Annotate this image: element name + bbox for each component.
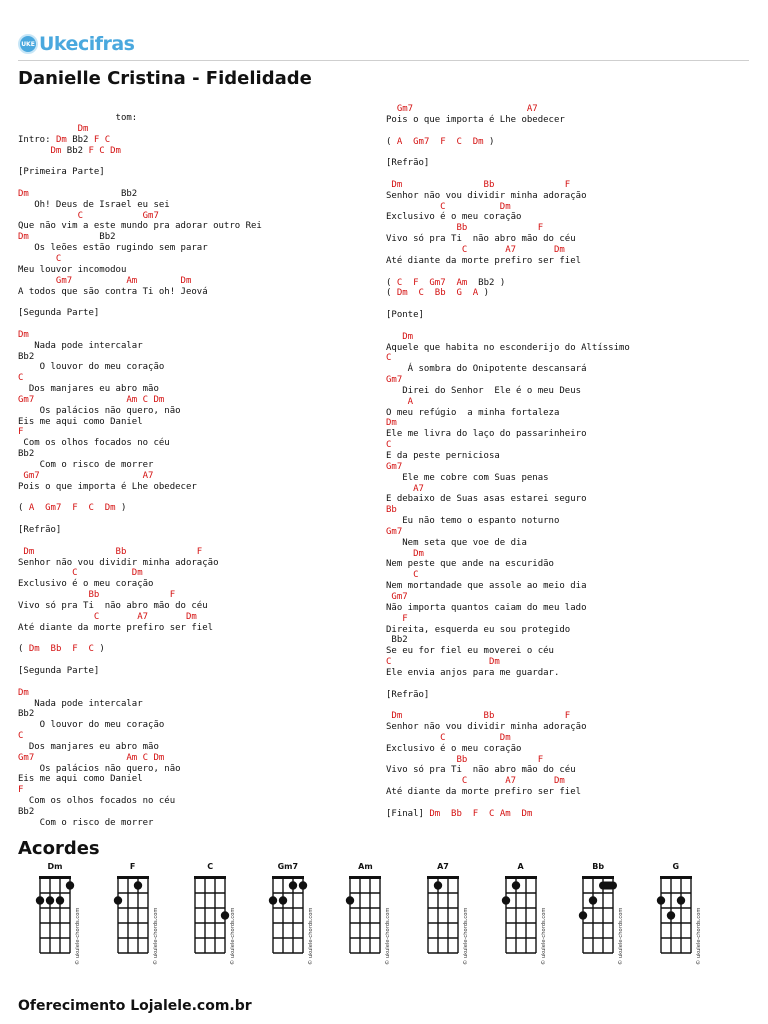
chord-line: C Dm — [386, 201, 511, 212]
chord-line: A7 — [386, 483, 424, 494]
lyric-line: Nada pode intercalar — [18, 698, 143, 709]
lyric-line: Ele envia anjos para me guardar. — [386, 667, 560, 678]
mixed-line — [18, 146, 378, 157]
finger-dot — [66, 881, 74, 889]
line-text — [462, 137, 473, 147]
diagram-watermark: © ukulele-chords.com — [230, 907, 237, 965]
finger-dot — [579, 911, 587, 919]
lyrics-left-column — [18, 113, 378, 829]
chord-diagram-c — [173, 862, 237, 966]
mixed-line — [18, 644, 378, 655]
chord-name: F — [440, 136, 446, 147]
lyric-line: Aquele que habita no esconderijo do Altíssimo — [386, 342, 630, 353]
lyric-line: Os palácios não quero, não — [18, 405, 181, 416]
chord-line: C Dm — [386, 732, 511, 743]
blank-line — [18, 536, 378, 547]
finger-dot — [677, 896, 685, 904]
chord-line: C — [386, 570, 419, 581]
chord-name: Dm — [153, 394, 165, 405]
fretboard-diagram — [96, 872, 176, 966]
chord-name: Gm7 — [18, 394, 35, 405]
line-text — [18, 146, 51, 156]
lyric-line: Vivo só pra Ti não abro mão do céu — [386, 765, 576, 776]
lyric-line: Exclusivo é o meu coração — [386, 212, 522, 223]
logo-text: Ukecifras — [39, 33, 135, 55]
line-text: ( — [386, 136, 397, 147]
line-text: Bb2 ) — [467, 277, 506, 288]
chord-name: F — [88, 145, 94, 156]
lyric-line: [Segunda Parte] — [18, 308, 100, 319]
chord-name: G — [456, 288, 462, 299]
chord-name: Dm — [153, 752, 165, 763]
lyric-line: E da peste perniciosa — [386, 451, 500, 461]
diagram-watermark: © ukulele-chords.com — [307, 907, 314, 965]
finger-dot — [46, 896, 54, 904]
line-text — [34, 753, 126, 763]
chord-line: Gm7 A7 — [18, 470, 154, 481]
chord-line: C A7 Dm — [386, 776, 565, 787]
mixed-line — [386, 137, 746, 148]
lyric-line: A todos que são contra Ti oh! Jeová — [18, 286, 208, 297]
finger-dot — [56, 896, 64, 904]
line-text: [Final] — [386, 808, 430, 819]
chord-line: C A7 Dm — [386, 244, 565, 255]
line-text — [440, 809, 451, 819]
chord-name: F — [413, 277, 419, 288]
line-text — [446, 278, 457, 288]
chord-name: Dm — [521, 808, 533, 819]
lyric-line: Bb2 — [18, 351, 35, 362]
finger-dot — [657, 896, 665, 904]
mixed-line — [18, 503, 378, 514]
lyric-line: Até diante da morte prefiro ser fiel — [18, 622, 214, 633]
chord-line: Dm — [386, 331, 414, 342]
chord-name: Am — [499, 808, 511, 819]
header-divider — [18, 60, 749, 61]
chord-name: Dm — [50, 145, 62, 156]
blank-line — [18, 297, 378, 308]
fretboard-diagram — [561, 872, 641, 966]
chord-name: F — [472, 808, 479, 819]
chord-name: Dm — [18, 188, 29, 199]
lyric-line: Eis me aqui como Daniel — [18, 774, 143, 785]
blank-line — [386, 700, 746, 711]
chord-name: F — [93, 134, 100, 145]
line-text: Bb2 — [61, 145, 89, 156]
chord-line: Dm — [18, 123, 89, 134]
line-text — [34, 503, 45, 513]
line-text — [94, 503, 105, 513]
chord-line: C Dm — [386, 657, 500, 668]
line-text — [462, 809, 473, 819]
blank-line — [18, 178, 378, 189]
barre-mark — [599, 882, 617, 890]
line-text — [61, 644, 72, 654]
chord-name: Bb — [434, 288, 446, 299]
lyric-line: Senhor não vou dividir minha adoração — [18, 557, 219, 568]
chord-line: Gm7 Am Dm — [18, 275, 192, 286]
chord-diagram-label: Bb — [592, 862, 605, 871]
chord-name: Dm — [472, 136, 484, 147]
lyric-line: Pois o que importa é Lhe obedecer — [18, 481, 197, 492]
finger-dot — [589, 896, 597, 904]
line-text — [34, 395, 126, 405]
line-text — [429, 137, 440, 147]
lyric-line: Os leões estão rugindo sem parar — [18, 243, 208, 254]
finger-dot — [113, 896, 121, 904]
lyric-line: Ele me cobre com Suas penas — [386, 472, 549, 483]
diagram-watermark: © ukulele-chords.com — [618, 907, 625, 965]
line-text — [78, 503, 89, 513]
lyric-line: [Refrão] — [386, 158, 430, 169]
finger-dot — [511, 881, 519, 889]
chord-line: F — [386, 613, 408, 624]
lyric-line: Senhor não vou dividir minha adoração — [386, 190, 587, 201]
mixed-line — [18, 395, 378, 406]
lyric-line: Com o risco de morrer — [18, 460, 154, 470]
lyric-line: Pois o que importa é Lhe obedecer — [386, 114, 565, 125]
lyric-line: Até diante da morte prefiro ser fiel — [386, 255, 582, 266]
chord-line: Gm7 A7 — [386, 104, 538, 114]
chord-line: Gm7 — [386, 375, 403, 386]
chord-diagram-a7 — [406, 862, 469, 966]
chord-line: C — [18, 731, 24, 742]
chord-line: Dm Bb F — [386, 711, 571, 722]
lyric-line: Eis me aqui como Daniel — [18, 416, 143, 427]
blank-line — [386, 267, 746, 278]
lyric-line: Ele me livra do laço do passarinheiro — [386, 429, 587, 440]
chord-name: Dm — [28, 644, 40, 655]
line-text: ) — [478, 288, 490, 299]
line-text — [446, 288, 457, 298]
lyric-line: Direita, esquerda eu sou protegido — [386, 624, 571, 635]
mixed-line — [18, 189, 378, 200]
line-text: Bb2 — [28, 188, 138, 199]
diagram-watermark: © ukulele-chords.com — [695, 907, 702, 965]
chord-diagram-label: A — [517, 862, 524, 871]
blank-line — [18, 655, 378, 666]
line-text — [478, 809, 489, 819]
chord-name: C — [88, 503, 94, 514]
chord-line: Bb F — [386, 754, 544, 765]
chord-line: Bb — [386, 505, 397, 516]
chord-name: A — [472, 288, 479, 299]
chord-name: Gm7 — [413, 136, 430, 147]
chord-line: Dm — [18, 687, 29, 698]
chord-line: Bb F — [18, 590, 176, 601]
blank-line — [18, 156, 378, 167]
line-text: Bb2 — [66, 134, 94, 145]
chord-line: C — [18, 373, 24, 384]
finger-dot — [346, 896, 354, 904]
chord-diagram-label: Dm — [47, 862, 63, 871]
diagram-watermark: © ukulele-chords.com — [385, 907, 392, 965]
mixed-line — [18, 135, 378, 146]
chord-name: C — [456, 136, 462, 147]
lyric-line: Vivo só pra Ti não abro mão do céu — [18, 600, 208, 611]
blank-line — [386, 679, 746, 690]
chord-name: Dm — [18, 232, 29, 243]
chord-name: Am — [456, 277, 468, 288]
chord-name: Dm — [110, 145, 121, 156]
diagram-watermark: © ukulele-chords.com — [463, 907, 469, 965]
chord-diagram-label: G — [672, 862, 680, 871]
lyric-line: [Primeira Parte] — [18, 167, 105, 178]
fretboard-diagram — [406, 872, 486, 966]
chord-name: C — [142, 752, 149, 763]
lyric-line: Exclusivo é o meu coração — [18, 579, 154, 590]
chord-line: C A7 Dm — [18, 611, 197, 622]
fretboard-diagram — [484, 872, 564, 966]
fretboard-diagram — [639, 872, 719, 966]
fretboard-diagram — [18, 872, 98, 966]
diagram-watermark: © ukulele-chords.com — [540, 907, 547, 965]
lyric-line: Até diante da morte prefiro ser fiel — [386, 787, 582, 798]
lyric-line: Oh! Deus de Israel eu sei — [18, 199, 170, 210]
chord-name: Gm7 — [45, 503, 62, 514]
finger-dot — [36, 896, 44, 904]
lyric-line: Os palácios não quero, não — [18, 763, 181, 774]
lyric-line: O meu refúgio a minha fortaleza — [386, 407, 560, 418]
chord-name: Dm — [55, 134, 67, 145]
chord-name: Bb — [451, 808, 462, 819]
chord-diagram-label: Gm7 — [277, 862, 299, 871]
chord-name: F — [72, 503, 78, 514]
lyric-line: Nem seta que voe de dia — [386, 537, 527, 548]
chord-line: Dm Bb F — [386, 179, 571, 190]
chord-line: C Gm7 — [18, 210, 159, 221]
lyric-line: tom: — [18, 113, 138, 123]
finger-dot — [221, 911, 229, 919]
line-text: ) — [93, 644, 105, 655]
blank-line — [18, 493, 378, 504]
chords-heading: Acordes — [18, 838, 100, 859]
lyric-line: Se eu for fiel eu moverei o céu — [386, 646, 554, 657]
line-text — [408, 288, 419, 298]
line-text — [402, 278, 413, 288]
blank-line — [18, 634, 378, 645]
blank-line — [18, 319, 378, 330]
lyric-line: Direi do Senhor Ele é o meu Deus — [386, 385, 582, 396]
lyric-line: Meu louvor incomodou — [18, 264, 127, 275]
lyric-line: Á sombra do Onipotente descansará — [386, 364, 587, 375]
chord-name: C — [88, 644, 94, 655]
chord-line: C — [18, 253, 62, 264]
lyric-line: Com os olhos focados no céu — [18, 796, 176, 807]
mixed-line — [18, 232, 378, 243]
blank-line — [386, 126, 746, 137]
blank-line — [386, 798, 746, 809]
line-text: ( — [18, 503, 29, 514]
chord-name: F — [72, 644, 78, 655]
chord-diagram-label: C — [207, 862, 214, 871]
lyrics-right-column — [386, 104, 746, 820]
chord-line: F — [18, 427, 24, 438]
chord-line: Gm7 — [386, 526, 403, 537]
finger-dot — [269, 896, 277, 904]
lyric-line: Nem mortandade que assole ao meio dia — [386, 581, 587, 592]
lyric-line: O louvor do meu coração — [18, 362, 165, 373]
line-text — [424, 288, 435, 298]
line-text — [419, 278, 430, 288]
chord-name: Am — [126, 394, 138, 405]
chord-line: Dm — [386, 548, 424, 559]
lyric-line: Bb2 — [18, 709, 35, 720]
chord-diagram-label: A7 — [437, 862, 449, 871]
lyric-line: Dos manjares eu abro mão — [18, 741, 159, 752]
lyric-line: O louvor do meu coração — [18, 720, 165, 731]
mixed-line — [18, 753, 378, 764]
chord-line: Bb F — [386, 223, 544, 234]
sponsor-footer: Oferecimento Lojalele.com.br — [18, 998, 252, 1014]
line-text: ( — [386, 277, 397, 288]
lyric-line: Que não vim a este mundo pra adorar outro Rei — [18, 221, 262, 232]
site-logo[interactable] — [18, 32, 134, 56]
chord-name: C — [104, 134, 111, 145]
lyric-line: Vivo só pra Ti não abro mão do céu — [386, 234, 576, 245]
diagram-watermark: © ukulele-chords.com — [152, 907, 159, 965]
blank-line — [386, 321, 746, 332]
chord-diagram-am — [328, 862, 392, 966]
lyric-line: Eu não temo o espanto noturno — [386, 516, 560, 527]
line-text: Intro: — [18, 134, 56, 145]
line-text — [462, 288, 473, 298]
line-text: ( — [18, 644, 29, 655]
chord-name: Dm — [429, 808, 441, 819]
chord-name: Bb — [50, 644, 62, 655]
chord-name: Gm7 — [18, 752, 35, 763]
lyric-line: [Refrão] — [18, 525, 62, 536]
line-text — [40, 644, 51, 654]
chord-line: Gm7 — [386, 591, 408, 602]
diagram-watermark: © ukulele-chords.com — [75, 907, 81, 965]
line-text: Bb2 — [28, 232, 116, 243]
chord-line: A — [386, 396, 414, 407]
chord-name: A — [396, 136, 403, 147]
chord-name: Gm7 — [429, 277, 446, 288]
finger-dot — [299, 881, 307, 889]
lyric-line: [Refrão] — [386, 689, 430, 700]
blank-line — [386, 147, 746, 158]
chord-name: C — [418, 288, 424, 299]
lyric-line: Senhor não vou dividir minha adoração — [386, 722, 587, 733]
lyric-line: [Segunda Parte] — [18, 666, 100, 677]
mixed-line — [386, 278, 746, 289]
line-text — [402, 137, 413, 147]
chord-name: A — [28, 503, 35, 514]
lyric-line: Com os olhos focados no céu — [18, 438, 170, 449]
lyric-line: Bb2 — [18, 807, 35, 817]
blank-line — [386, 299, 746, 310]
logo-badge-icon: UKE — [18, 34, 38, 54]
lyric-line: Dos manjares eu abro mão — [18, 384, 159, 395]
chord-name: C — [142, 394, 149, 405]
line-text — [61, 503, 72, 513]
chord-line: F — [18, 785, 24, 796]
chord-diagram-a — [484, 862, 547, 966]
lyric-line: Nada pode intercalar — [18, 340, 143, 351]
chord-line: C — [386, 440, 392, 451]
song-title: Danielle Cristina - Fidelidade — [18, 68, 312, 89]
line-text: ) — [483, 136, 495, 147]
lyric-line: Bb2 — [386, 635, 408, 646]
line-text: ) — [115, 503, 127, 514]
mixed-line — [386, 809, 746, 820]
chord-diagram-gm7 — [251, 862, 314, 966]
lyric-line: E debaixo de Suas asas estarei seguro — [386, 494, 587, 505]
lyric-line: Nem peste que ande na escuridão — [386, 559, 554, 570]
lyric-line: Não importa quantos caiam do meu lado — [386, 602, 587, 613]
chord-diagram-bb — [561, 862, 625, 966]
chord-diagram-label: F — [129, 862, 136, 871]
chord-diagram-label: Am — [358, 862, 373, 871]
chord-name: C — [489, 808, 495, 819]
finger-dot — [289, 881, 297, 889]
fretboard-diagram — [173, 872, 253, 966]
chord-line: Dm — [386, 418, 397, 429]
chord-line: C Dm — [18, 568, 143, 579]
lyric-line: Com o risco de morrer — [18, 817, 154, 828]
chord-diagram-g — [639, 862, 702, 966]
finger-dot — [501, 896, 509, 904]
chord-name: Am — [126, 752, 138, 763]
fretboard-diagram — [328, 872, 408, 966]
finger-dot — [434, 881, 442, 889]
lyric-line: [Ponte] — [386, 310, 424, 321]
mixed-line — [386, 288, 746, 299]
chord-line: Dm Bb F — [18, 546, 203, 557]
chord-diagram-dm — [18, 862, 81, 966]
line-text: ( — [386, 288, 397, 299]
chord-line: C — [386, 353, 392, 364]
blank-line — [386, 169, 746, 180]
line-text — [446, 137, 457, 147]
blank-line — [18, 677, 378, 688]
chord-name: C — [99, 145, 105, 156]
blank-line — [18, 514, 378, 525]
finger-dot — [667, 911, 675, 919]
finger-dot — [279, 896, 287, 904]
chord-line: Dm — [18, 329, 29, 340]
line-text — [78, 644, 89, 654]
lyric-line: Bb2 — [18, 449, 35, 460]
chord-name: Dm — [396, 288, 408, 299]
fretboard-diagram — [251, 872, 331, 966]
line-text — [511, 809, 522, 819]
chord-diagram-f — [96, 862, 159, 966]
finger-dot — [133, 881, 141, 889]
chord-name: Dm — [104, 503, 116, 514]
chord-line: Gm7 — [386, 461, 403, 472]
chord-name: C — [396, 277, 403, 288]
lyric-line: Exclusivo é o meu coração — [386, 743, 522, 754]
